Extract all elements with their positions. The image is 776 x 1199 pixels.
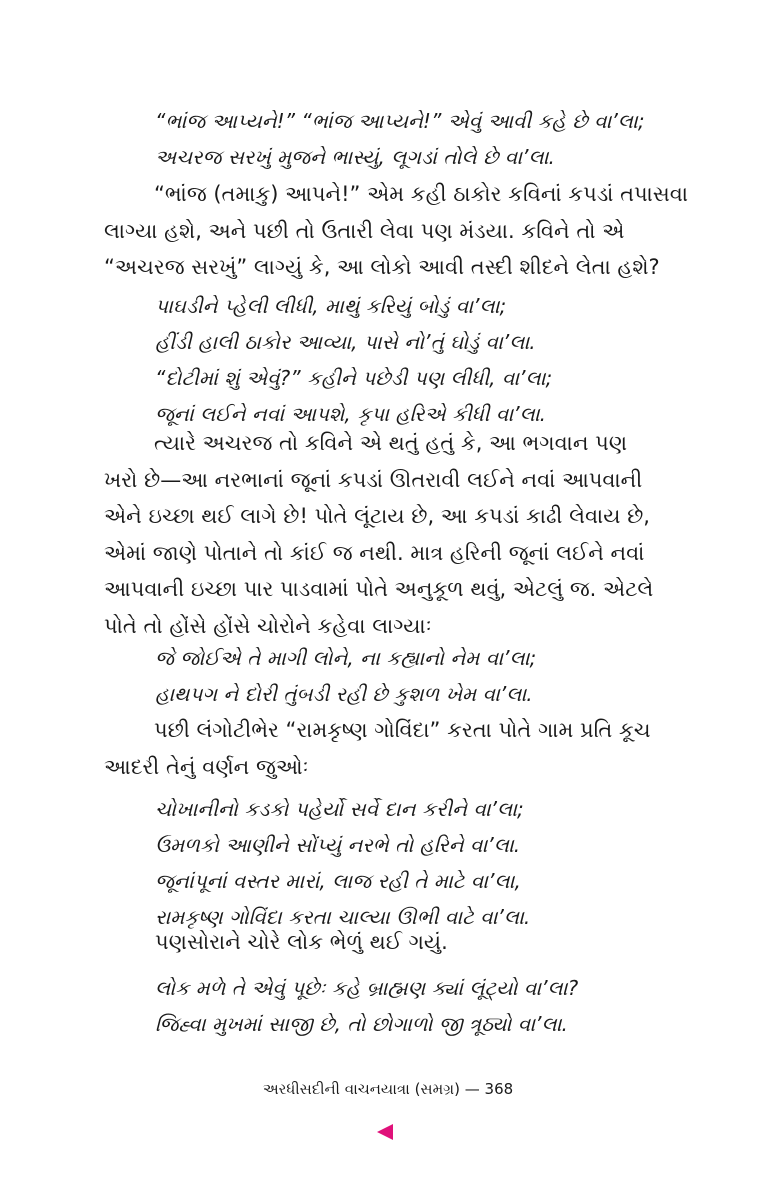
- verse-stanza-5: [155, 970, 715, 1042]
- prose-line: એમાં જાણે પોતાને તો કાંઈ જ નથી. માત્ર હરિની જૂનાં લઈને નવાં: [104, 540, 645, 565]
- page-number: 368: [484, 1080, 514, 1098]
- verse-line: અચરજ સરખું મુજને ભાસ્યું, લૂગડાં તોલે છે વા’લા.: [155, 145, 555, 169]
- verse-line: હાથપગ ને દોરી તુંબડી રહી છે કુશળ ખેમ વા’લા.: [155, 682, 533, 706]
- prose-line: આદરી તેનું વર્ણન જુઓઃ: [104, 754, 309, 779]
- prose-paragraph-3: [104, 712, 674, 785]
- prose-line: પોતે તો હોંસે હોંસે ચોરોને કહેવા લાગ્યાઃ: [104, 613, 432, 638]
- verse-line: જિહ્વા મુખમાં સાજી છે, તો છોગાળો જી ત્રૂઠ્યો વા’લા.: [155, 1012, 568, 1036]
- prose-line: પછી લંગોટીભેર “રામકૃષ્ણ ગોવિંદા” કરતા પોતે ગામ પ્રતિ કૂચ: [154, 718, 651, 742]
- page-footer: [0, 1080, 776, 1098]
- prose-line: ખરો છે—આ નરભાનાં જૂનાં કપડાં ઊતરાવી લઈને નવાં આપવાની: [104, 467, 643, 492]
- book-title: અરધીસદીની વાચનયાત્રા (સમગ્ર): [262, 1080, 460, 1098]
- verse-line: “ભાંજ આપ્યને!” “ભાંજ આપ્યને!” એવું આવી કહે છે વા’લા;: [155, 109, 645, 133]
- verse-stanza-4: [155, 791, 715, 935]
- verse-line: જે જોઈએ તે માગી લોને, ના કહ્યાનો નેમ વા’લા;: [155, 646, 537, 670]
- prose-line: એને ઇચ્છા થઈ લાગે છે! પોતે લૂંટાય છે, આ કપડાં કાઢી લેવાય છે,: [104, 504, 650, 528]
- verse-line: ઉમળકો આણીને સોંપ્યું નરભે તો હરિને વા’લા.: [155, 833, 521, 857]
- verse-line: હીંડી હાલી ઠાકોર આવ્યા, પાસે નો’તું ઘોડું વા’લા.: [155, 330, 536, 354]
- prose-paragraph-4: [155, 924, 725, 961]
- verse-stanza-1: [155, 103, 715, 175]
- verse-stanza-3: [155, 640, 715, 712]
- prose-paragraph-2: [104, 425, 674, 644]
- verse-line: પાઘડીને પ્હેલી લીધી, માથું કરિયું બોડું વા’લા;: [155, 294, 507, 318]
- footer-separator: —: [464, 1080, 480, 1098]
- verse-line: જૂનાંપૂનાં વસ્તર મારાં, લાજ રહી તે માટે વા’લા,: [155, 869, 521, 893]
- verse-line: જૂનાં લઈને નવાં આપશે, કૃપા હરિએ કીધી વા’લા.: [155, 402, 546, 426]
- prose-line: “ભાંજ (તમાકુ) આપને!” એમ કહી ઠાકોર કવિનાં કપડાં તપાસવા: [154, 182, 689, 206]
- verse-line: “દોટીમાં શું એવું?” કહીને પછેડી પણ લીધી, વા’લા;: [155, 366, 553, 390]
- prose-paragraph-1: [104, 176, 689, 286]
- previous-page-arrow-icon[interactable]: [377, 1124, 393, 1140]
- prose-line: લાગ્યા હશે, અને પછી તો ઉતારી લેવા પણ મંડયા. કવિને તો એ: [104, 218, 625, 243]
- verse-line: લોક મળે તે એવું પૂછેઃ કહે બ્રાહ્મણ ક્યાં લૂંટ્યો વા’લા?: [155, 976, 579, 1000]
- prose-line: ત્યારે અચરજ તો કવિને એ થતું હતું કે, આ ભગવાન પણ: [154, 431, 628, 455]
- prose-line: આપવાની ઇચ્છા પાર પાડવામાં પોતે અનુકૂળ થવું, એટલું જ. એટલે: [104, 577, 654, 601]
- prose-line: “અચરજ સરખું” લાગ્યું કે, આ લોકો આવી તસ્દી શીદને લેતા હશે?: [104, 255, 660, 279]
- verse-line: ચોખાનીનો કડકો પહેર્યો સર્વે દાન કરીને વા’લા;: [155, 797, 524, 821]
- verse-stanza-2: [155, 288, 715, 432]
- verse-line: રામકૃષ્ણ ગોવિંદા કરતા ચાલ્યા ઊભી વાટે વા’લા.: [155, 905, 531, 929]
- prose-line: પણસોરાને ચોરે લોક ભેળું થઈ ગયું.: [155, 930, 448, 954]
